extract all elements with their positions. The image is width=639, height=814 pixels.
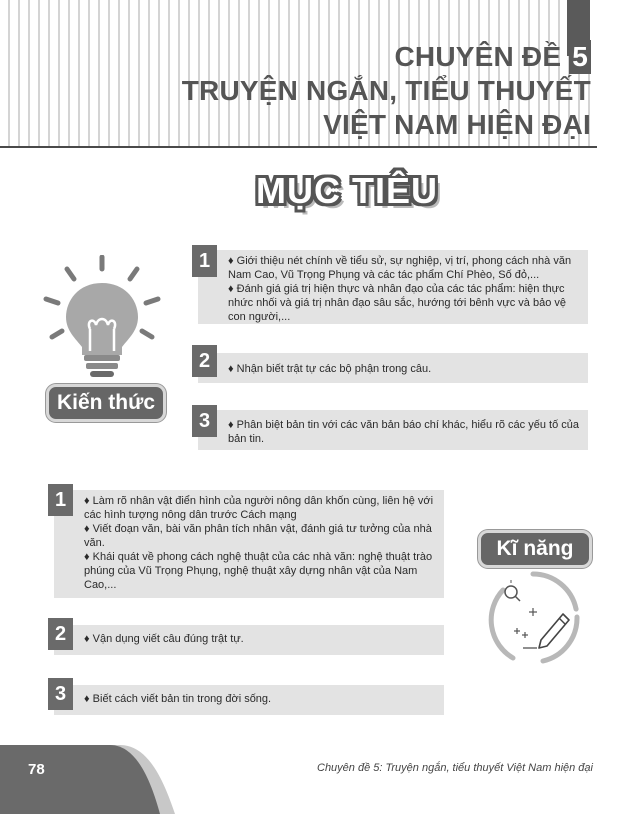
skills-label: Kĩ năng <box>478 530 592 568</box>
skill-item-1-line-2: ♦ Viết đoạn văn, bài văn phân tích nhân vật, đánh giá tư tưởng của nhà văn. <box>84 523 432 549</box>
chapter-title-line1 <box>182 40 591 74</box>
chapter-title-line2: TRUYỆN NGẮN, TIỂU THUYẾT <box>181 75 591 106</box>
knowledge-item-3-line-1: ♦ Phân biệt bản tin với các văn bản báo chí khác, hiểu rõ các yếu tố của bản tin. <box>228 419 579 445</box>
knowledge-item-2-line-1: ♦ Nhận biết trật tự các bộ phận trong câu. <box>228 363 432 375</box>
chapter-number: 5 <box>569 40 591 74</box>
knowledge-number-1: 1 <box>192 245 217 277</box>
page-number: 78 <box>28 761 45 778</box>
knowledge-number-3: 3 <box>192 405 217 437</box>
skills-illustration <box>483 568 583 668</box>
skill-item-2-line-1: ♦ Vận dụng viết câu đúng trật tự. <box>84 633 244 645</box>
knowledge-item-2 <box>198 353 588 383</box>
skill-number-2: 2 <box>48 618 73 650</box>
skill-item-3-line-1: ♦ Biết cách viết bản tin trong đời sống. <box>84 693 272 705</box>
section-title: MỤC TIÊU <box>256 170 438 211</box>
lightbulb-icon <box>40 255 170 385</box>
knowledge-label: Kiến thức <box>46 384 166 422</box>
skill-number-3: 3 <box>48 678 73 710</box>
header-rule <box>0 146 597 148</box>
chapter-title <box>182 40 591 142</box>
pencil-icon <box>523 614 569 648</box>
knowledge-number-2: 2 <box>192 345 217 377</box>
skill-item-1 <box>54 490 444 598</box>
skill-item-1-line-1: ♦ Làm rõ nhân vật điển hình của người nông dân khốn cùng, liên hệ với các hình tượng nông dân trước Cách mạng <box>84 495 434 521</box>
knowledge-item-3 <box>198 410 588 450</box>
plus-icon <box>514 608 537 638</box>
skill-item-2 <box>54 625 444 655</box>
page-number-tab <box>0 745 175 814</box>
magnifier-icon <box>505 580 520 601</box>
skill-item-1-line-3: ♦ Khái quát về phong cách nghệ thuật của các nhà văn: nghệ thuật trào phúng của Vũ Trọng Phụng, nghệ thuật xây dựng nhân vật của Nam Cao,... <box>84 551 433 591</box>
skill-number-1: 1 <box>48 484 73 516</box>
knowledge-item-1-line-2: ♦ Đánh giá giá trị hiện thực và nhân đạo của các tác phẩm: hiện thực nhức nhối và giá trị nhân đạo sâu sắc, hướng tới bênh vực và bảo vệ con người,... <box>228 283 566 323</box>
skill-item-3 <box>54 685 444 715</box>
running-title: Chuyên đề 5: Truyện ngắn, tiểu thuyết Việt Nam hiện đại <box>317 762 593 774</box>
chapter-label: CHUYÊN ĐỀ <box>394 41 562 72</box>
knowledge-item-1-line-1: ♦ Giới thiệu nét chính về tiểu sử, sự nghiệp, vị trí, phong cách nhà văn Nam Cao, Vũ Trọng Phụng và các tác phẩm Chí Phèo, Số đỏ,... <box>228 255 572 281</box>
chapter-title-line3: VIỆT NAM HIỆN ĐẠI <box>323 109 591 140</box>
knowledge-item-1 <box>198 250 588 324</box>
